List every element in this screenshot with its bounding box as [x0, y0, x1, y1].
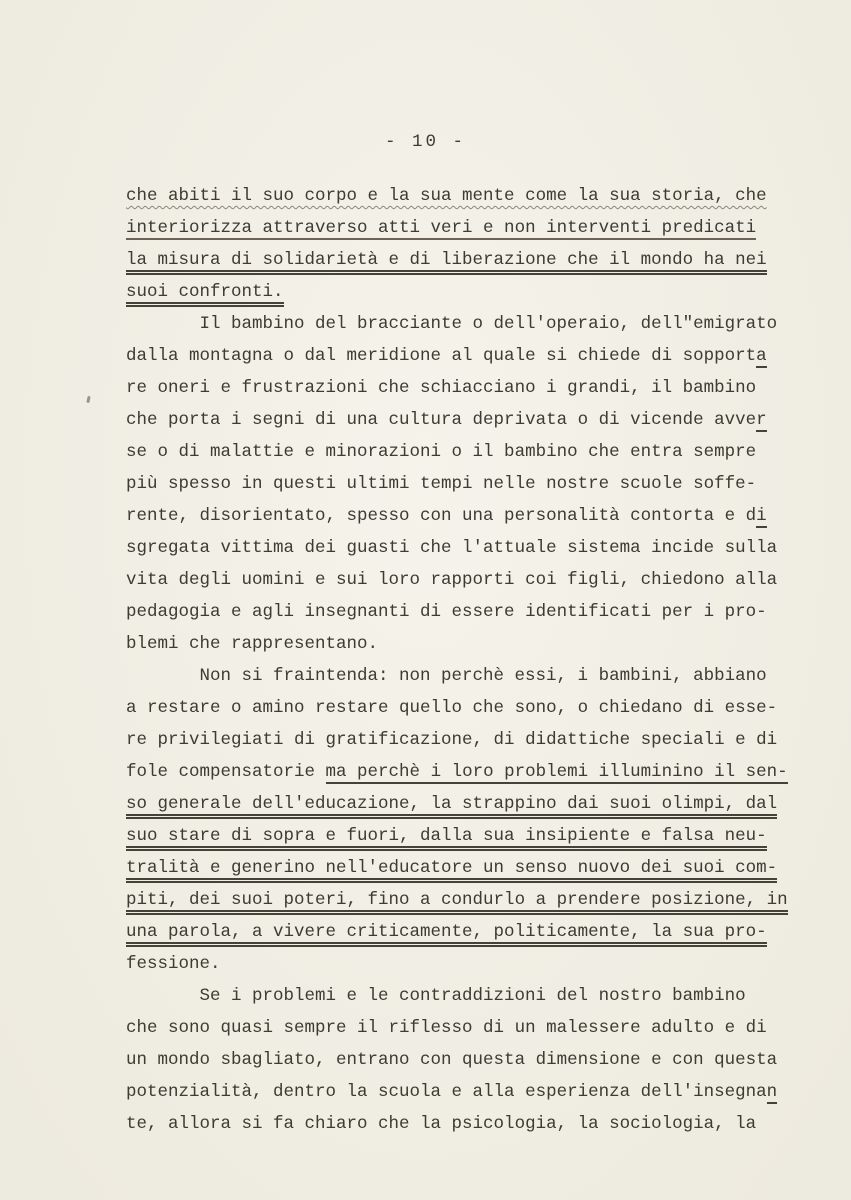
text-line: [126, 820, 786, 852]
text-line: [126, 756, 786, 788]
text-segment: che porta i segni di una cultura deprivata o di vicende avve: [126, 410, 757, 430]
text-line: [126, 1076, 786, 1108]
text-segment: vita degli uomini e sui loro rapporti coi figli, chiedono alla: [126, 570, 778, 590]
text-segment: tralità e generino nell'educatore un senso nuovo dei suoi com-: [126, 858, 777, 883]
text-line: [126, 308, 786, 340]
text-line: [126, 244, 786, 276]
text-segment: una parola, a vivere criticamente, politicamente, la sua pro-: [126, 922, 767, 947]
text-segment: rente, disorientato, spesso con una personalità contorta e d: [126, 506, 757, 526]
text-line: [126, 724, 786, 756]
text-segment: un mondo sbagliato, entrano con questa dimensione e con questa: [126, 1050, 778, 1070]
text-segment: se o di malattie e minorazioni o il bambino che entra sempre: [126, 442, 757, 462]
text-segment: potenzialità, dentro la scuola e alla esperienza dell'insegna: [126, 1082, 767, 1102]
text-segment: a: [756, 346, 767, 366]
text-segment: che sono quasi sempre il riflesso di un malessere adulto e di: [126, 1018, 767, 1038]
text-line: [126, 500, 786, 532]
text-line: [126, 404, 786, 436]
text-segment: a restare o amino restare quello che sono, o chiedano di esse-: [126, 698, 778, 718]
text-line: [126, 884, 786, 916]
text-line: [126, 948, 786, 980]
text-line: [126, 1044, 786, 1076]
text-segment: fessione.: [126, 954, 221, 974]
text-segment: fole compensatorie: [126, 762, 326, 782]
text-line: [126, 596, 786, 628]
text-segment: n: [766, 1082, 778, 1102]
text-segment: re oneri e frustrazioni che schiacciano i grandi, il bambino: [126, 378, 757, 398]
text-segment: più spesso in questi ultimi tempi nelle nostre scuole soffe-: [126, 474, 757, 494]
text-line: [126, 276, 786, 308]
text-segment: te, allora si fa chiaro che la psicologia, la sociologia, la: [126, 1114, 757, 1134]
text-segment: so generale dell'educazione, la strappino dai suoi olimpi, dal: [126, 794, 777, 819]
document-body: [126, 180, 786, 1140]
text-line: [126, 564, 786, 596]
text-segment: Se i problemi e le contraddizioni del nostro bambino: [199, 986, 746, 1006]
text-segment: r: [756, 410, 767, 430]
text-line: [126, 532, 786, 564]
text-line: [126, 692, 786, 724]
text-segment: suo stare di sopra e fuori, dalla sua insipiente e falsa neu-: [126, 826, 767, 851]
text-segment: dalla montagna o dal meridione al quale si chiede di sopport: [126, 346, 757, 366]
text-line: [126, 212, 786, 244]
text-line: [126, 916, 786, 948]
text-segment: sgregata vittima dei guasti che l'attuale sistema incide sulla: [126, 538, 778, 558]
text-line: [126, 1012, 786, 1044]
text-line: [126, 340, 786, 372]
text-segment: la misura di solidarietà e di liberazione che il mondo ha nei: [126, 250, 767, 275]
text-line: [126, 180, 786, 212]
text-segment: pedagogia e agli insegnanti di essere identificati per i pro-: [126, 602, 767, 622]
text-line: [126, 660, 786, 692]
text-line: [126, 788, 786, 820]
text-line: [126, 436, 786, 468]
text-line: [126, 980, 786, 1012]
text-segment: ma perchè i loro problemi illuminino il sen-: [325, 762, 788, 782]
text-segment: Il bambino del bracciante o dell'operaio, dell"emigrato: [199, 314, 778, 334]
page-number: - 10 -: [384, 132, 466, 152]
text-segment: re privilegiati di gratificazione, di didattiche speciali e di: [126, 730, 778, 750]
text-segment: blemi che rappresentano.: [126, 634, 379, 654]
text-line: [126, 372, 786, 404]
text-line: [126, 628, 786, 660]
text-segment: piti, dei suoi poteri, fino a condurlo a prendere posizione, in: [126, 890, 788, 915]
text-segment: i: [756, 506, 767, 526]
text-segment: suoi confronti.: [126, 282, 284, 307]
text-segment: interiorizza attraverso atti veri e non interventi predicati: [126, 218, 757, 238]
text-segment: che abiti il suo corpo e la sua mente come la sua storia, che: [126, 186, 767, 206]
text-segment: Non si fraintenda: non perchè essi, i bambini, abbiano: [199, 666, 767, 686]
text-line: [126, 468, 786, 500]
text-line: [126, 852, 786, 884]
text-line: [126, 1108, 786, 1140]
